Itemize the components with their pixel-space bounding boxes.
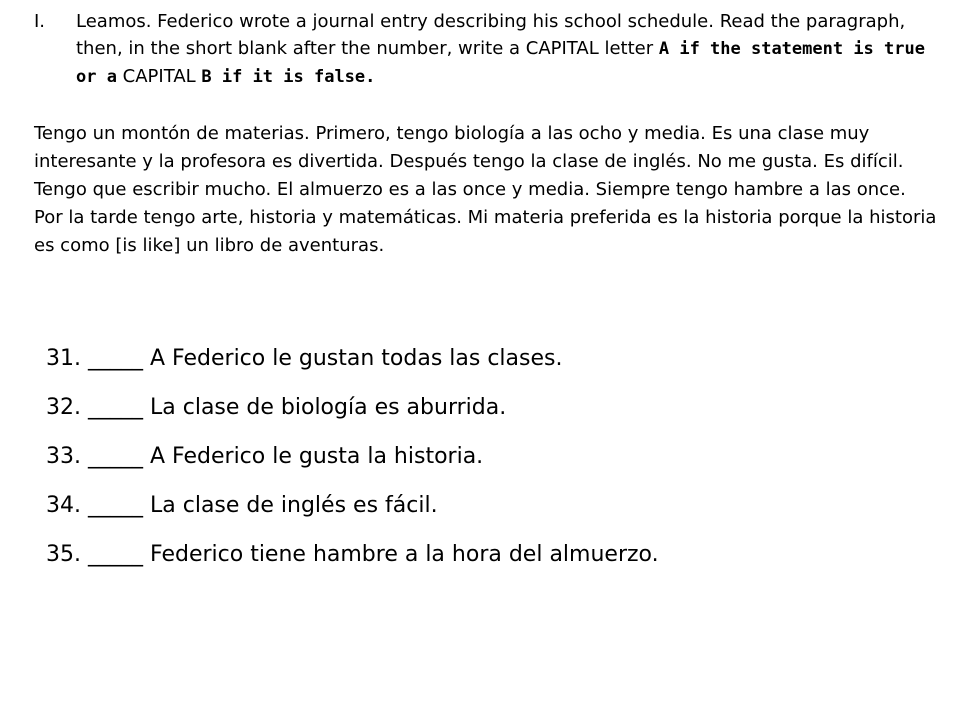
question-list bbox=[46, 342, 926, 587]
question-text: Federico tiene hambre a la hora del almuerzo. bbox=[150, 542, 659, 567]
journal-paragraph: Tengo un montón de materias. Primero, tengo biología a las ocho y media. Es una clase muy interesante y la profesora es divertida. Después tengo la clase de inglés. No me gusta. Es difícil. Tengo que escribir mucho. El almuerzo es a las once y media. Siempre tengo hambre a las once. Por la tarde tengo arte, historia y matemáticas. Mi materia preferida es la historia porque la historia es como [is like] un libro de aventuras. bbox=[34, 123, 937, 256]
question-item bbox=[46, 391, 926, 440]
answer-blank[interactable]: _____ bbox=[88, 444, 143, 469]
instructions-bold-false: B if it is false. bbox=[201, 67, 376, 87]
section-numeral: I. bbox=[34, 11, 46, 32]
instructions-part2: CAPITAL bbox=[116, 66, 202, 87]
answer-blank[interactable]: _____ bbox=[88, 346, 143, 371]
question-item bbox=[46, 440, 926, 489]
answer-blank[interactable]: _____ bbox=[88, 395, 143, 420]
question-text: A Federico le gusta la historia. bbox=[150, 444, 484, 469]
question-item bbox=[46, 342, 926, 391]
instructions-part1: Leamos. Federico wrote a journal entry describing his school schedule. Read the paragraph, then, in the short blank after the number, write a CAPITAL letter bbox=[76, 11, 906, 59]
question-item bbox=[46, 489, 926, 538]
question-number: 32. bbox=[46, 395, 81, 420]
question-number: 33. bbox=[46, 444, 81, 469]
question-text: La clase de biología es aburrida. bbox=[150, 395, 507, 420]
question-number: 31. bbox=[46, 346, 81, 371]
answer-blank[interactable]: _____ bbox=[88, 493, 143, 518]
question-text: La clase de inglés es fácil. bbox=[150, 493, 438, 518]
instructions-text bbox=[76, 8, 934, 91]
question-item bbox=[46, 538, 926, 587]
question-number: 34. bbox=[46, 493, 81, 518]
question-number: 35. bbox=[46, 542, 81, 567]
instructions bbox=[34, 8, 934, 91]
question-text: A Federico le gustan todas las clases. bbox=[150, 346, 563, 371]
answer-blank[interactable]: _____ bbox=[88, 542, 143, 567]
instructions-bold-true: A if the statement is true or a bbox=[76, 39, 925, 87]
